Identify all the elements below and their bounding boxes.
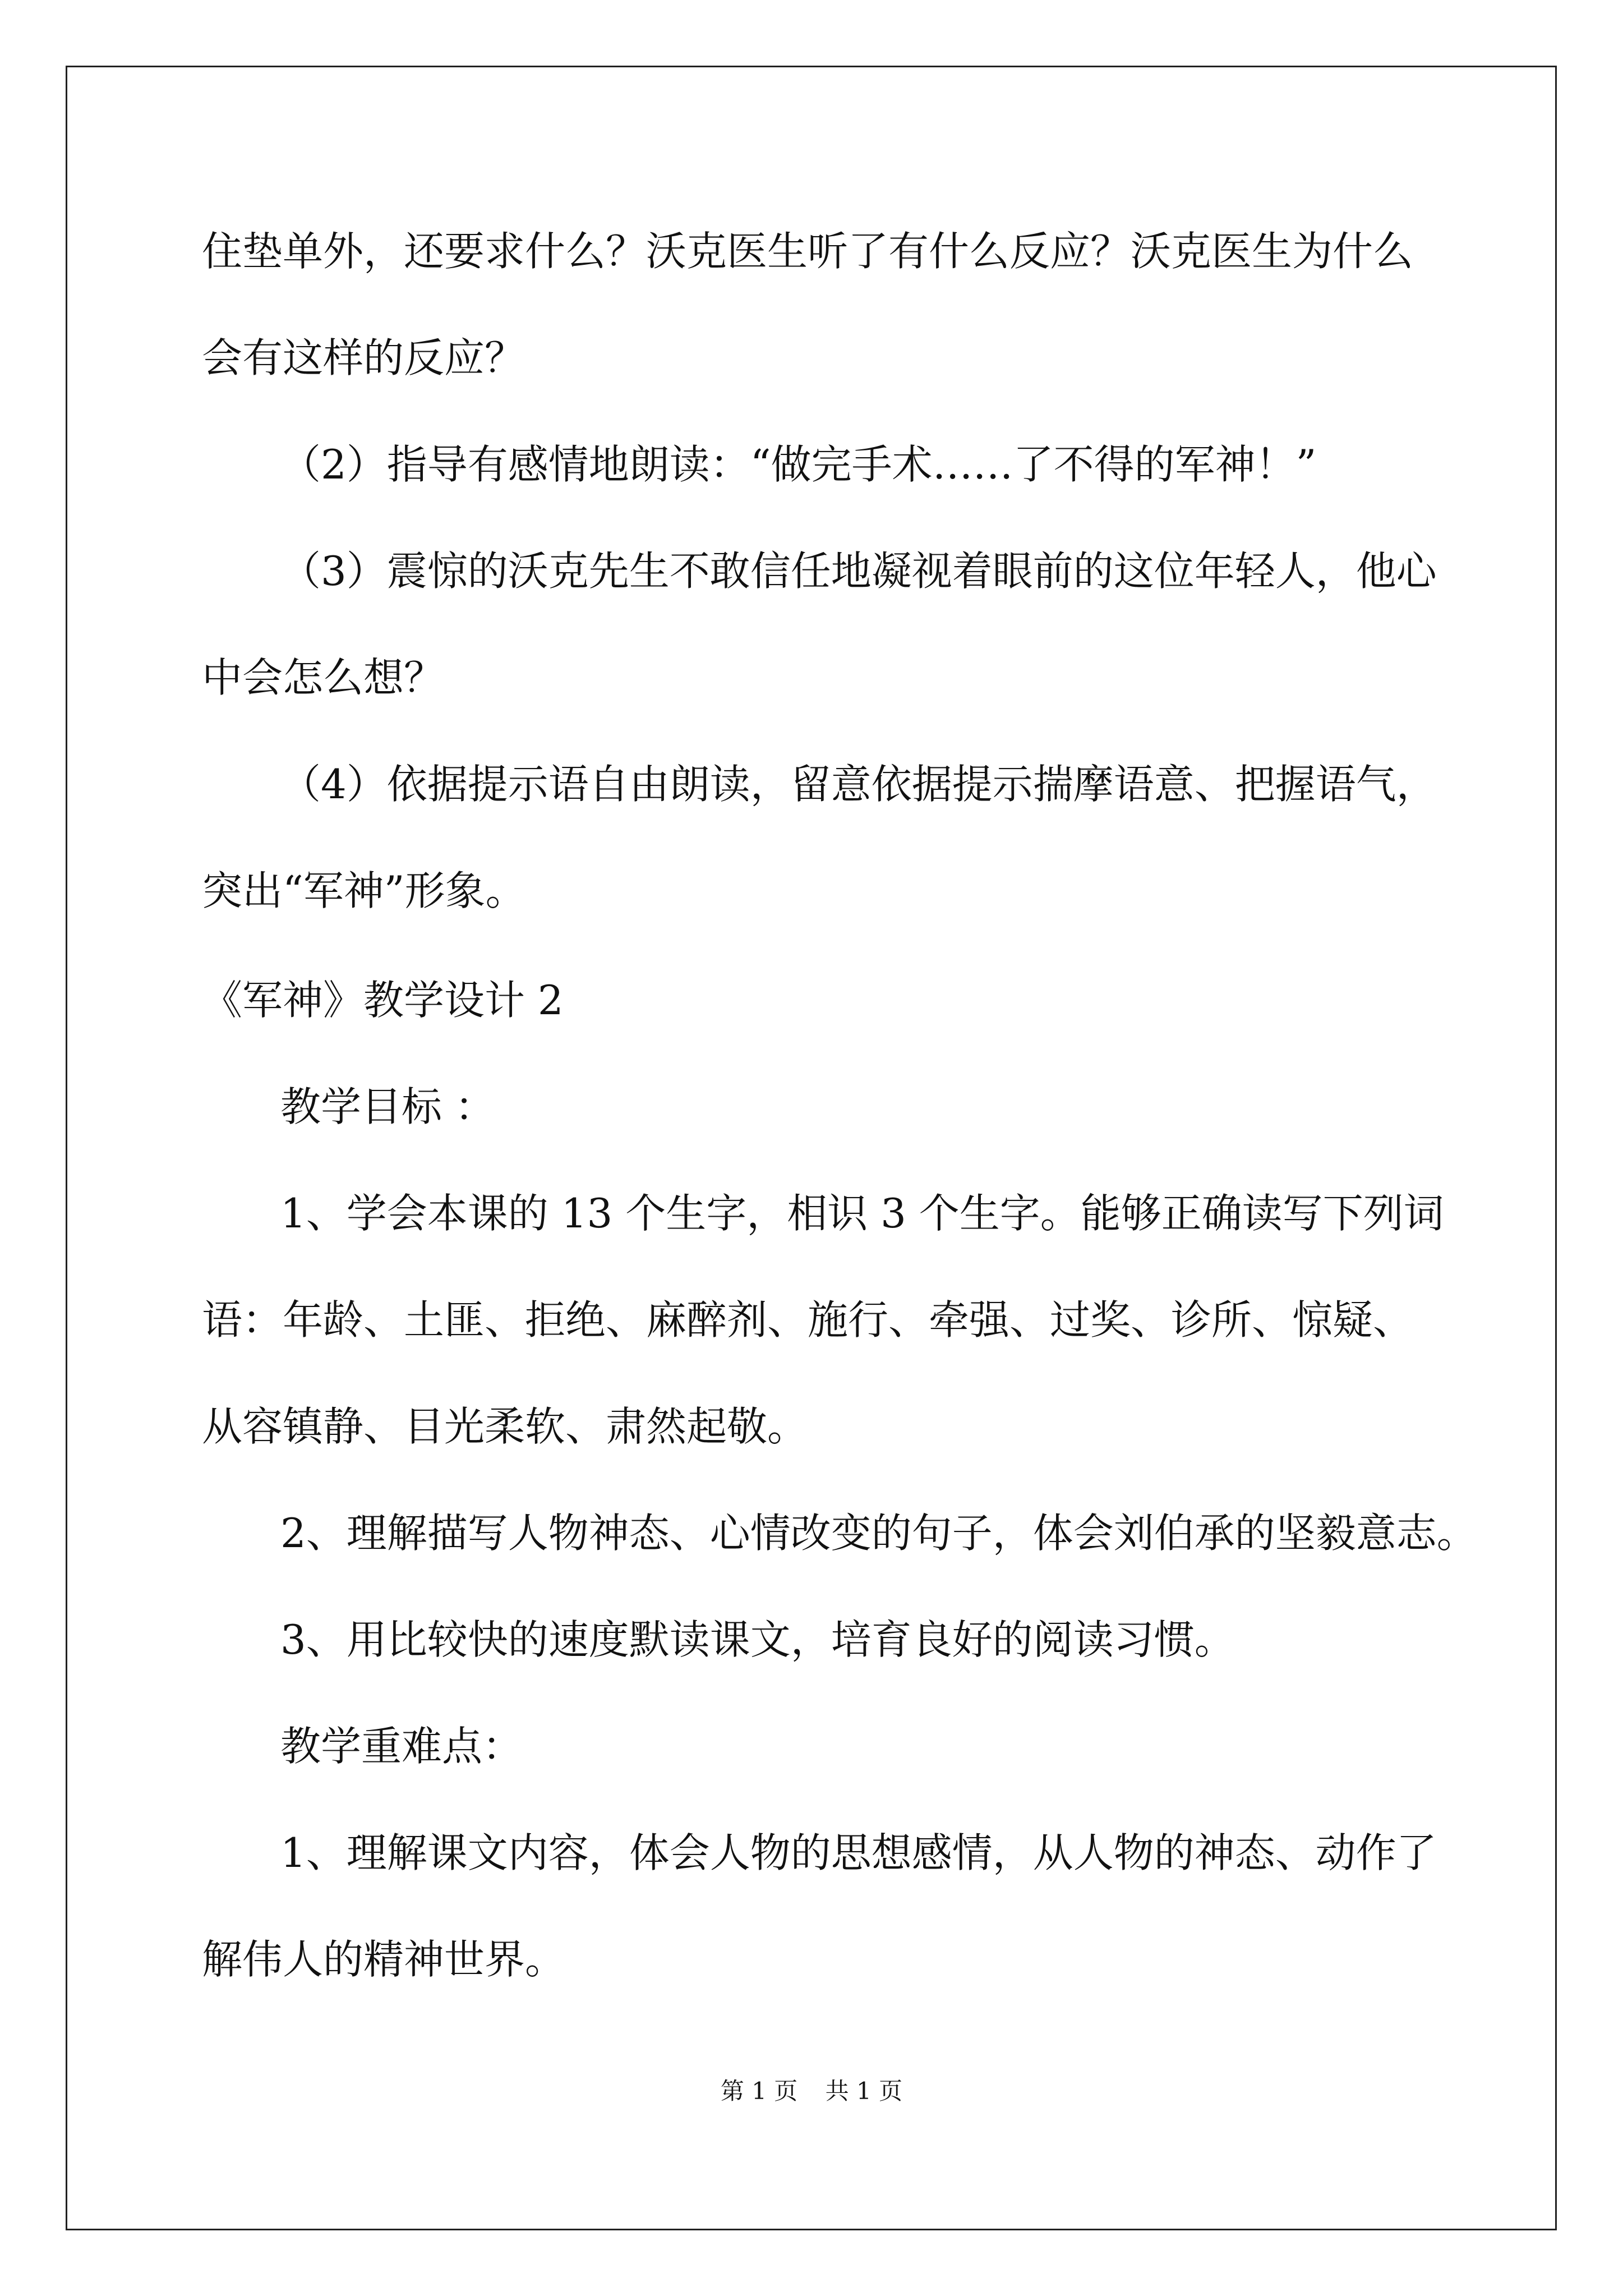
text-line: 中会怎么想？ <box>202 654 445 701</box>
section-title: 《军神》教学设计 2 <box>202 977 564 1024</box>
text-line: （4）依据提示语自由朗读，留意依据提示揣摩语意、把握语气， <box>280 761 1437 808</box>
text-line: 住垫单外，还要求什么？沃克医生听了有什么反应？沃克医生为什么 <box>202 228 1414 275</box>
text-line: 1、理解课文内容，体会人物的思想感情，从人物的神态、动作了 <box>280 1829 1437 1876</box>
text-line: 从容镇静、目光柔软、肃然起敬。 <box>202 1403 808 1450</box>
heading-objectives: 教学目标 ： <box>280 1083 495 1130</box>
text-line: （2）指导有感情地朗读：“做完手术……了不得的军神！” <box>280 441 1317 488</box>
page-total: 共 1 页 <box>825 2077 903 2105</box>
text-line: 突出“军神”形象。 <box>202 867 526 914</box>
page-border <box>66 66 1557 2230</box>
text-line: 解伟人的精神世界。 <box>202 1936 566 1983</box>
text-line: 会有这样的反应？ <box>202 334 525 381</box>
page-number: 第 1 页 <box>720 2077 798 2105</box>
text-line: （3）震惊的沃克先生不敢信任地凝视着眼前的这位年轻人，他心 <box>280 547 1437 595</box>
heading-key-points: 教学重难点： <box>280 1723 523 1770</box>
page-footer <box>0 2076 1623 2107</box>
text-line: 语：年龄、土匪、拒绝、麻醉剂、施行、牵强、过奖、诊所、惊疑、 <box>202 1296 1414 1343</box>
text-line: 3、用比较快的速度默读课文，培育良好的阅读习惯。 <box>280 1616 1235 1663</box>
text-line: 1、学会本课的 13 个生字，相识 3 个生字。能够正确读写下列词 <box>280 1190 1444 1237</box>
text-line: 2、理解描写人物神态、心情改变的句子，体会刘伯承的坚毅意志。 <box>280 1510 1477 1557</box>
